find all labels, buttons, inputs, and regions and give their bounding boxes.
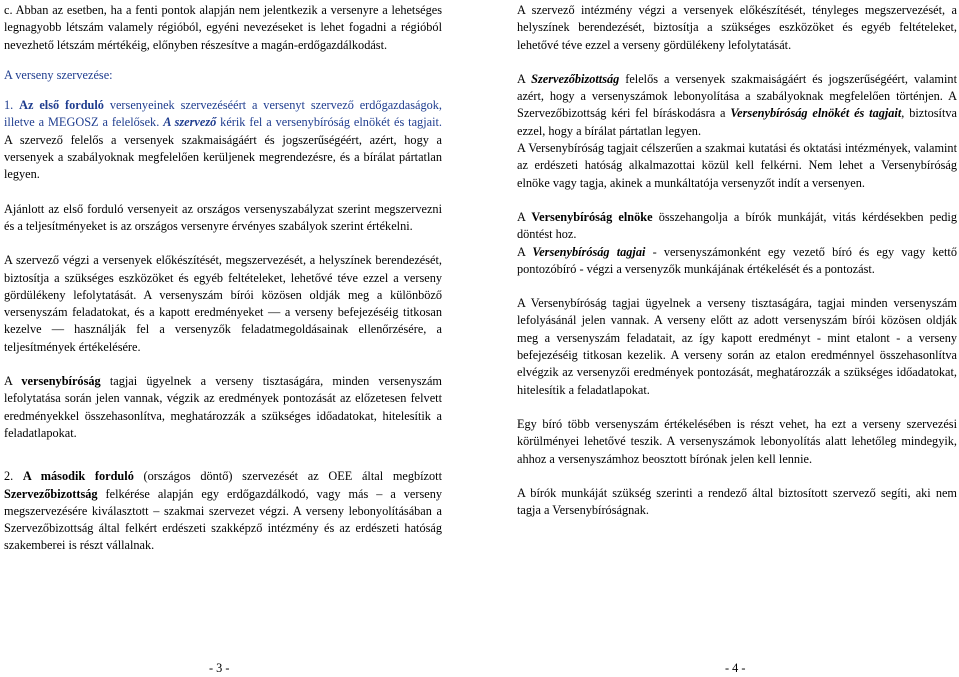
first-round-term: Az első forduló (19, 98, 104, 113)
second-round-text-b: felkérése alapján egy erdőgazdálkodó, vagy más – a verseny megszervezésére kiválasztott – szakmai szervezet végzi. A verseny lebonyolításában a Szervezőbizottság által felkért erdészeti szakképző intézmény és az erdészeti hatóság szakemberei is részt vállalnak. (4, 486, 442, 553)
jury-term: versenybíróság (21, 374, 101, 389)
jury-chair-text-b: összehangolja a bírók munkáját, vitás kérdésekben pedig döntést hoz. (517, 209, 957, 242)
organizer-term: A szervező (163, 115, 217, 130)
intro-paragraph: c. Abban az esetben, ha a fenti pontok alapján nem jelentkezik a versenyre a lehetséges legnagyobb létszám valamely régióból, egyéni nevezéseket is lehet fogadni a régióból nevezhető létszám mértékéig, előnyben részesítve a magán-erdőgazdálkodást. (4, 3, 442, 52)
section-heading: A verseny szervezése: (4, 67, 113, 82)
committee-text-c: , biztosítva ezzel, hogy a bírálat pártatlan legyen. (517, 106, 958, 138)
jury-text-b: tagjai ügyelnek a verseny tisztaságára, minden versenyszám lefolytatása során jelen vannak, végzik az eredmények pontozását az előzetesen felvett eredményekkel összehasonlítva, meghatározzák a szükséges időadatokat, hitelesítik a feladatlapokat. (4, 374, 442, 440)
committee-paragraph (517, 71, 957, 140)
jury-members-term: Versenybíróság tagjai (532, 244, 646, 259)
second-round-text-a: (országos döntő) szervezését az OEE által megbízott (133, 469, 442, 484)
right-page-column (517, 2, 957, 519)
first-round-paragraph (4, 97, 442, 183)
jury-paragraph (4, 373, 442, 442)
first-round-text-a: versenyeinek szervezéséért a versenyt szervező erdőgazdaságok, illetve a MEGOSZ a felelősek. (4, 98, 443, 130)
assistant-paragraph: A bírók munkáját szükség szerinti a rendező által biztosított szervező segíti, aki nem tagja a Versenybíróságnak. (517, 485, 957, 518)
jury-duties-paragraph: A Versenybíróság tagjai ügyelnek a verseny tisztaságára, tagjai minden versenyszám lefolyásánál jelen vannak. A verseny előtt az adott versenyszám bírói közösen oldják meg a versenyszám feladatait, az így kapott eredményt - mint etalont - a verseny befejezéséig titkosan kezelik. A verseny során az etalon eredménnyel összehasonlítva elvégzik az versenyzői eredmények pontozását, meghatározzák a szükséges időadatokat, hitelesítik a feladatlapokat. (517, 296, 957, 397)
jury-members-text-b: - versenyszámonként egy vezető bíró és egy vagy kettő pontozóbíró - végzi a versenyzők munkájának értékelését és a pontozást. (517, 244, 957, 276)
list-number-1: 1. (4, 98, 20, 113)
first-round-lead (4, 98, 442, 129)
committee-text-b: felelős a versenyek szakmaiságáért és jogszerűségéért, valamint azért, hogy a versenyszámok lebonyolítása a szabályoknak megfelelően történjen. A Szervezőbizottság kéri fel bíráskodásra a (517, 71, 957, 121)
jury-text-a: A (4, 374, 22, 389)
organizing-committee-term: Szervezőbizottság (4, 486, 98, 501)
page-number-left: - 3 - (209, 661, 230, 675)
jury-members-selection-paragraph: A Versenybíróság tagjait célszerűen a szakmai kutatási és oktatási intézmények, valamint az erdészeti hatóság alkalmazottai közül kell felkérni. Nem lehet a Versenybíróság elnöke vagy tagja, akinek a munkáltatója versenyzőt indít a versenyen. (517, 141, 957, 190)
multi-event-judge-paragraph: Egy bíró több versenyszám értékelésében is részt vehet, ha ezt a verseny szervezési körülményei lehetővé teszik. A versenyszámok lebonyolítás alatt lehetőleg mindegyik, ahhoz a versenyszámhoz beosztott bírónak jelen kell lennie. (517, 416, 957, 466)
committee-text-a: A (517, 71, 532, 86)
institution-paragraph: A szervező intézmény végzi a versenyek előkészítését, tényleges megszervezését, a helyszínek berendezését, biztosítja a szükséges eszközöket és egyéb feltételeket, lehetővé téve ezzel a verseny gördülékeny lefolytatását. (517, 3, 957, 52)
jury-members-text-a: A (517, 244, 533, 259)
committee-term: Szervezőbizottság (531, 71, 620, 86)
jury-chair-term: Versenybíróság elnöke (531, 209, 653, 224)
first-round-text-b: kérik fel a versenybíróság elnökét és tagjait. (216, 115, 442, 130)
left-page-column (4, 2, 442, 555)
jury-chair-text-a: A (517, 209, 532, 224)
jury-chair-paragraph (517, 209, 957, 244)
first-round-text-c: A szervező felelős a versenyek szakmaiságáért és jogszerűségéért, azért, hogy a versenyek a szabályoknak megfelelően kerüljenek megrendezésre, és a bírálat pártatlan legyen. (4, 132, 442, 182)
organizer-tasks-paragraph: A szervező végzi a versenyek előkészítését, megszervezését, a helyszínek berendezését, biztosítja a szükséges eszközöket és egyéb feltételeket, lehetővé téve ezzel a verseny gördülékeny lefolytatását. A versenyszám bírói közösen oldják meg a különböző versenyszám feladatokat, és a kapott eredményeket — a verseny befejezéséig titkosan kezelve — használják fel a versenyzők feladatmegoldásainak ellenőrzésére, a teljesítmények értékelésére. (4, 253, 442, 354)
list-number-2: 2. (4, 469, 23, 484)
jury-chair-members-term: Versenybíróság elnökét és tagjait (730, 106, 902, 121)
recommendation-paragraph: Ajánlott az első forduló versenyeit az országos versenyszabályzat szerint megszervezni és a teljesítményeket is az országos versenyre érvényes szabályok szerint értékelni. (4, 201, 442, 233)
second-round-paragraph (4, 468, 442, 554)
page-number-right: - 4 - (725, 661, 746, 675)
jury-members-paragraph (517, 244, 957, 279)
second-round-term: A második forduló (22, 469, 134, 484)
